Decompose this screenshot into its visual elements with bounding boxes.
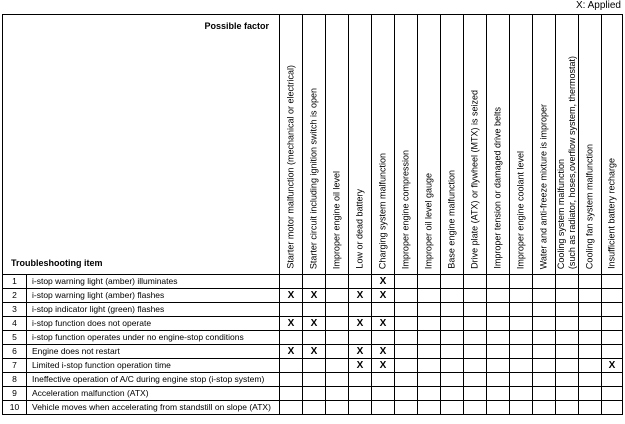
row-number: 8 <box>3 373 27 387</box>
factor-label: Improper engine compression <box>400 149 411 269</box>
applied-mark-cell <box>579 345 602 359</box>
applied-mark-cell <box>510 373 533 387</box>
applied-mark-cell <box>464 359 487 373</box>
applied-mark-cell <box>303 401 326 415</box>
applied-mark-cell <box>303 387 326 401</box>
applied-mark-cell <box>349 331 372 345</box>
applied-mark-cell <box>372 373 395 387</box>
row-number: 1 <box>3 275 27 289</box>
applied-mark-cell <box>418 387 441 401</box>
applied-mark-cell <box>464 373 487 387</box>
applied-mark-cell <box>395 331 418 345</box>
applied-mark-cell <box>372 303 395 317</box>
applied-mark-cell <box>602 303 623 317</box>
row-number: 9 <box>3 387 27 401</box>
applied-mark-cell <box>326 359 349 373</box>
applied-mark-cell <box>349 401 372 415</box>
applied-mark-cell <box>556 387 579 401</box>
applied-mark-cell <box>602 387 623 401</box>
applied-mark-cell <box>464 303 487 317</box>
factor-label: Improper engine oil level <box>331 170 342 269</box>
applied-mark-cell <box>441 331 464 345</box>
factor-label: Improper oil level gauge <box>423 172 434 269</box>
factor-header <box>372 15 395 275</box>
applied-mark-cell <box>464 275 487 289</box>
applied-mark-cell <box>280 387 303 401</box>
factor-label: Drive plate (ATX) or flywheel (MTX) is seized <box>469 90 480 269</box>
applied-mark-cell <box>602 289 623 303</box>
applied-mark-cell <box>602 331 623 345</box>
applied-mark-cell <box>395 359 418 373</box>
applied-mark-cell <box>556 359 579 373</box>
applied-mark-cell <box>464 345 487 359</box>
row-number: 7 <box>3 359 27 373</box>
applied-mark-cell <box>510 387 533 401</box>
applied-mark-cell <box>533 289 556 303</box>
applied-mark-cell <box>326 289 349 303</box>
applied-mark-cell <box>556 289 579 303</box>
applied-mark-cell <box>533 275 556 289</box>
applied-mark-cell <box>326 401 349 415</box>
applied-mark-cell <box>510 289 533 303</box>
factor-header <box>441 15 464 275</box>
factor-label: Insufficient battery recharge <box>606 158 617 269</box>
applied-mark-cell <box>487 317 510 331</box>
applied-mark-cell <box>418 401 441 415</box>
applied-mark-cell: X <box>280 317 303 331</box>
applied-mark-cell <box>602 275 623 289</box>
applied-mark-cell: X <box>280 289 303 303</box>
applied-mark-cell <box>556 345 579 359</box>
applied-mark-cell <box>441 345 464 359</box>
applied-mark-cell <box>556 373 579 387</box>
applied-mark-cell <box>303 331 326 345</box>
header-row <box>3 15 623 275</box>
applied-mark-cell <box>303 275 326 289</box>
factor-header <box>395 15 418 275</box>
applied-mark-cell <box>579 387 602 401</box>
factor-header <box>349 15 372 275</box>
applied-mark-cell <box>303 303 326 317</box>
applied-mark-cell <box>487 331 510 345</box>
header-corner <box>3 15 280 275</box>
applied-mark-cell <box>556 401 579 415</box>
factor-label: Improper engine coolant level <box>515 150 526 269</box>
troubleshooting-table <box>2 14 623 415</box>
applied-mark-cell <box>441 303 464 317</box>
applied-mark-cell <box>487 275 510 289</box>
applied-mark-cell <box>395 275 418 289</box>
applied-mark-cell <box>579 359 602 373</box>
applied-mark-cell <box>556 331 579 345</box>
factor-header <box>533 15 556 275</box>
applied-mark-cell <box>349 373 372 387</box>
applied-mark-cell <box>533 387 556 401</box>
applied-mark-cell <box>326 387 349 401</box>
factor-header <box>418 15 441 275</box>
troubleshooting-item: i-stop indicator light (green) flashes <box>27 303 280 317</box>
factor-label: Cooling fan system malfunction <box>584 143 595 269</box>
applied-mark-cell <box>395 289 418 303</box>
applied-mark-cell <box>510 303 533 317</box>
applied-mark-cell <box>418 317 441 331</box>
applied-mark-cell <box>372 387 395 401</box>
applied-mark-cell <box>395 373 418 387</box>
factor-header <box>487 15 510 275</box>
factor-label: Base engine malfunction <box>446 170 457 269</box>
factor-header <box>556 15 579 275</box>
applied-mark-cell: X <box>349 359 372 373</box>
applied-mark-cell <box>418 275 441 289</box>
applied-mark-cell <box>441 275 464 289</box>
applied-mark-cell <box>418 359 441 373</box>
factor-label: Water and anti-freeze mixture is improper <box>538 103 549 269</box>
applied-mark-cell <box>602 345 623 359</box>
applied-mark-cell <box>579 401 602 415</box>
applied-mark-cell <box>556 275 579 289</box>
applied-mark-cell <box>441 317 464 331</box>
factor-label: Starter motor malfunction (mechanical or electrical) <box>285 65 296 269</box>
applied-mark-cell <box>579 303 602 317</box>
applied-mark-cell <box>418 289 441 303</box>
applied-mark-cell <box>349 275 372 289</box>
applied-mark-cell <box>395 303 418 317</box>
applied-mark-cell <box>533 345 556 359</box>
applied-mark-cell <box>280 331 303 345</box>
applied-mark-cell <box>487 345 510 359</box>
factor-header <box>326 15 349 275</box>
applied-mark-cell: X <box>303 345 326 359</box>
applied-mark-cell <box>464 289 487 303</box>
applied-mark-cell <box>533 401 556 415</box>
applied-mark-cell <box>395 345 418 359</box>
factor-header <box>602 15 623 275</box>
applied-mark-cell <box>464 401 487 415</box>
applied-mark-cell <box>464 317 487 331</box>
possible-factor-label: Possible factor <box>204 21 269 31</box>
troubleshooting-item: i-stop warning light (amber) flashes <box>27 289 280 303</box>
factor-header <box>303 15 326 275</box>
factor-label: Charging system malfunction <box>377 152 388 269</box>
applied-mark-cell <box>510 345 533 359</box>
factor-header <box>579 15 602 275</box>
table-row <box>3 387 623 401</box>
applied-mark-cell: X <box>303 317 326 331</box>
applied-mark-cell <box>418 345 441 359</box>
troubleshooting-item: Limited i-stop function operation time <box>27 359 280 373</box>
applied-mark-cell <box>326 275 349 289</box>
troubleshooting-item: Engine does not restart <box>27 345 280 359</box>
applied-mark-cell <box>372 401 395 415</box>
applied-mark-cell <box>487 289 510 303</box>
applied-mark-cell <box>395 401 418 415</box>
applied-mark-cell <box>533 359 556 373</box>
applied-mark-cell <box>533 317 556 331</box>
applied-mark-cell <box>579 373 602 387</box>
table-row <box>3 289 623 303</box>
applied-mark-cell: X <box>372 275 395 289</box>
applied-mark-cell <box>602 401 623 415</box>
applied-mark-cell: X <box>280 345 303 359</box>
applied-mark-cell <box>510 275 533 289</box>
applied-mark-cell <box>441 373 464 387</box>
applied-mark-cell <box>280 359 303 373</box>
applied-mark-cell: X <box>349 289 372 303</box>
applied-mark-cell <box>533 373 556 387</box>
row-number: 3 <box>3 303 27 317</box>
applied-mark-cell: X <box>602 359 623 373</box>
applied-mark-cell <box>349 303 372 317</box>
factor-header <box>510 15 533 275</box>
applied-mark-cell <box>487 303 510 317</box>
applied-mark-cell <box>326 331 349 345</box>
applied-mark-cell <box>441 359 464 373</box>
table-row <box>3 359 623 373</box>
row-number: 10 <box>3 401 27 415</box>
applied-mark-cell <box>533 303 556 317</box>
applied-mark-cell <box>464 331 487 345</box>
applied-mark-cell <box>326 345 349 359</box>
table-row <box>3 373 623 387</box>
applied-mark-cell <box>418 303 441 317</box>
troubleshooting-item: Acceleration malfunction (ATX) <box>27 387 280 401</box>
applied-mark-cell <box>280 401 303 415</box>
applied-mark-cell: X <box>372 317 395 331</box>
legend-text: X: Applied <box>575 0 621 11</box>
applied-mark-cell <box>602 317 623 331</box>
applied-mark-cell <box>349 387 372 401</box>
applied-mark-cell <box>579 275 602 289</box>
applied-mark-cell <box>487 401 510 415</box>
troubleshooting-item: i-stop function operates under no engine-stop conditions <box>27 331 280 345</box>
factor-label: Cooling system malfunction (such as radiator, hoses,overflow system, thermostat) <box>556 55 577 269</box>
row-number: 6 <box>3 345 27 359</box>
row-number: 4 <box>3 317 27 331</box>
applied-mark-cell <box>326 303 349 317</box>
applied-mark-cell <box>579 289 602 303</box>
applied-mark-cell <box>280 275 303 289</box>
applied-mark-cell <box>303 373 326 387</box>
applied-mark-cell <box>487 373 510 387</box>
applied-mark-cell: X <box>372 359 395 373</box>
troubleshooting-item: i-stop warning light (amber) illuminates <box>27 275 280 289</box>
applied-mark-cell <box>533 331 556 345</box>
troubleshooting-item: i-stop function does not operate <box>27 317 280 331</box>
troubleshooting-item: Ineffective operation of A/C during engine stop (i-stop system) <box>27 373 280 387</box>
applied-mark-cell <box>326 373 349 387</box>
factor-label: Low or dead battery <box>354 189 365 269</box>
factor-label: Improper tension or damaged drive belts <box>492 107 503 269</box>
applied-mark-cell <box>510 359 533 373</box>
applied-mark-cell: X <box>372 345 395 359</box>
troubleshooting-item-label: Troubleshooting item <box>11 258 103 268</box>
applied-mark-cell <box>579 331 602 345</box>
applied-mark-cell: X <box>349 317 372 331</box>
applied-mark-cell <box>510 317 533 331</box>
applied-mark-cell <box>372 331 395 345</box>
troubleshooting-item: Vehicle moves when accelerating from standstill on slope (ATX) <box>27 401 280 415</box>
applied-mark-cell <box>441 289 464 303</box>
table-row <box>3 331 623 345</box>
applied-mark-cell <box>579 317 602 331</box>
applied-mark-cell <box>556 317 579 331</box>
table-row <box>3 275 623 289</box>
applied-mark-cell <box>602 373 623 387</box>
table-row <box>3 317 623 331</box>
applied-mark-cell <box>487 359 510 373</box>
applied-mark-cell <box>395 317 418 331</box>
applied-mark-cell: X <box>303 289 326 303</box>
applied-mark-cell <box>441 387 464 401</box>
factor-header <box>280 15 303 275</box>
row-number: 5 <box>3 331 27 345</box>
table-row <box>3 303 623 317</box>
table-row <box>3 345 623 359</box>
applied-mark-cell <box>441 401 464 415</box>
applied-mark-cell <box>280 303 303 317</box>
applied-mark-cell <box>510 401 533 415</box>
applied-mark-cell: X <box>372 289 395 303</box>
applied-mark-cell <box>303 359 326 373</box>
applied-mark-cell <box>464 387 487 401</box>
applied-mark-cell <box>418 331 441 345</box>
factor-label: Starter circuit including ignition switch is open <box>308 87 319 269</box>
table-row <box>3 401 623 415</box>
applied-mark-cell <box>487 387 510 401</box>
row-number: 2 <box>3 289 27 303</box>
factor-header <box>464 15 487 275</box>
applied-mark-cell <box>280 373 303 387</box>
applied-mark-cell <box>395 387 418 401</box>
applied-mark-cell <box>510 331 533 345</box>
applied-mark-cell <box>418 373 441 387</box>
applied-mark-cell <box>556 303 579 317</box>
table-body <box>3 275 623 415</box>
applied-mark-cell: X <box>349 345 372 359</box>
applied-mark-cell <box>326 317 349 331</box>
